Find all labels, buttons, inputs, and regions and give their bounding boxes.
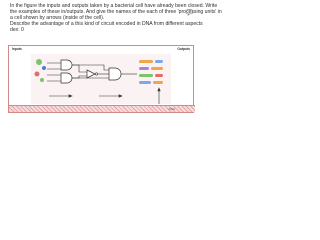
- question-line: a cell shown by arrows (inside of the cell).: [10, 15, 105, 21]
- dna-label: DNA: [168, 107, 175, 111]
- question-line: Describe the advantage of a this kind of circuit encoded in DNA from different aspects: [10, 21, 203, 27]
- and-gate-icon: [61, 60, 72, 70]
- and-gate-icon: [109, 68, 121, 80]
- inputs-title: Inputs: [12, 47, 22, 51]
- question-line: the examples of these in/outputs. And give the names of the each of three 'processing units' in: [10, 9, 222, 15]
- screenshot-page: [0, 0, 222, 115]
- circuit-figure: [8, 45, 194, 113]
- and-gate-icon: [61, 73, 72, 83]
- comment-icon[interactable]: [186, 9, 193, 16]
- question-text: [10, 3, 222, 33]
- circuit-diagram: [9, 46, 195, 114]
- outputs-title: Outputs: [177, 47, 190, 51]
- question-line: In the figure the inputs and outputs taken by a bacterial cell have already been closed. Write: [10, 3, 218, 9]
- question-line: dex: 0: [10, 27, 24, 33]
- dna-strip: [9, 105, 195, 112]
